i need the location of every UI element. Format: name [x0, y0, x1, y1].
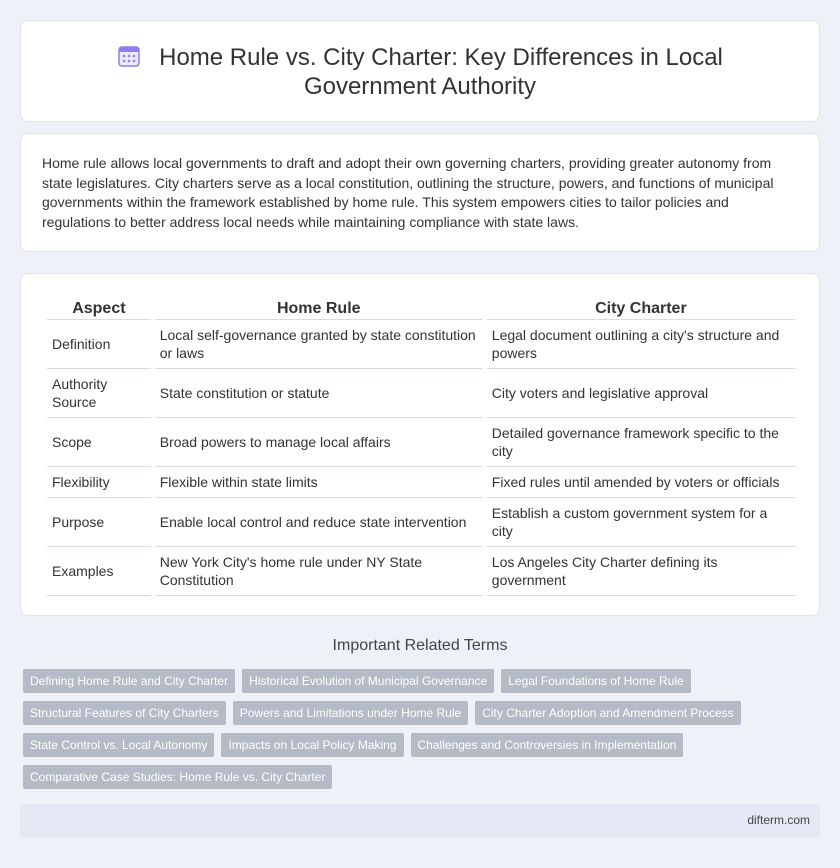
intro-paragraph: Home rule allows local governments to draft and adopt their own governing charters, providing greater autonomy from state legislatures. City charters serve as a local constitution, outlining the structure, powers, and functions of municipal governments within the framework established by home rule. This system empowers cities to tailor policies and regulations to better address local needs while maintaining compliance with state laws. — [42, 155, 774, 230]
comparison-table — [43, 296, 799, 596]
related-term-tag[interactable]: Impacts on Local Policy Making — [221, 733, 403, 757]
table-cell-home-rule: Flexible within state limits — [155, 467, 483, 498]
table-cell-home-rule: Enable local control and reduce state intervention — [155, 498, 483, 547]
related-term-tag[interactable]: Historical Evolution of Municipal Governance — [242, 669, 494, 693]
header-city-charter: City Charter — [487, 296, 795, 320]
table-cell-aspect: Scope — [47, 418, 151, 467]
page-title-wrap — [21, 43, 819, 101]
header-home-rule: Home Rule — [155, 296, 483, 320]
table-header-row — [47, 296, 795, 320]
table-cell-home-rule: New York City's home rule under NY State Constitution — [155, 547, 483, 596]
table-cell-aspect: Purpose — [47, 498, 151, 547]
table-cell-city-charter: Los Angeles City Charter defining its government — [487, 547, 795, 596]
table-cell-aspect: Definition — [47, 320, 151, 369]
table-cell-city-charter: City voters and legislative approval — [487, 369, 795, 418]
comparison-card — [20, 273, 820, 616]
related-term-tag[interactable]: Structural Features of City Charters — [23, 701, 226, 725]
related-term-tag[interactable]: Powers and Limitations under Home Rule — [233, 701, 468, 725]
related-term-tag[interactable]: City Charter Adoption and Amendment Process — [475, 701, 740, 725]
calendar-icon — [117, 44, 141, 68]
related-term-tag[interactable]: Legal Foundations of Home Rule — [501, 669, 690, 693]
tag-row — [23, 733, 803, 757]
table-cell-city-charter: Detailed governance framework specific to the city — [487, 418, 795, 467]
table-cell-home-rule: State constitution or statute — [155, 369, 483, 418]
table-row — [47, 418, 795, 467]
table-row — [47, 369, 795, 418]
table-row — [47, 320, 795, 369]
related-term-tag[interactable]: Comparative Case Studies: Home Rule vs. City Charter — [23, 765, 332, 789]
related-terms-list — [23, 669, 803, 797]
table-row — [47, 467, 795, 498]
footer-site-link[interactable]: difterm.com — [747, 813, 810, 827]
tag-row — [23, 701, 803, 725]
table-cell-city-charter: Establish a custom government system for a city — [487, 498, 795, 547]
title-card — [20, 20, 820, 122]
table-cell-aspect: Flexibility — [47, 467, 151, 498]
table-cell-aspect: Examples — [47, 547, 151, 596]
table-cell-home-rule: Local self-governance granted by state constitution or laws — [155, 320, 483, 369]
related-terms-title: Important Related Terms — [332, 637, 508, 654]
page-title: Home Rule vs. City Charter: Key Differences in Local Government Authority — [159, 44, 723, 100]
tag-row — [23, 669, 803, 693]
table-cell-home-rule: Broad powers to manage local affairs — [155, 418, 483, 467]
footer — [20, 804, 820, 838]
related-term-tag[interactable]: Challenges and Controversies in Implementation — [411, 733, 684, 757]
related-term-tag[interactable]: State Control vs. Local Autonomy — [23, 733, 214, 757]
table-row — [47, 547, 795, 596]
header-aspect: Aspect — [47, 296, 151, 320]
table-cell-aspect: Authority Source — [47, 369, 151, 418]
table-cell-city-charter: Legal document outlining a city's structure and powers — [487, 320, 795, 369]
table-row — [47, 498, 795, 547]
intro-card — [20, 133, 820, 252]
tag-row — [23, 765, 803, 789]
related-term-tag[interactable]: Defining Home Rule and City Charter — [23, 669, 235, 693]
table-cell-city-charter: Fixed rules until amended by voters or officials — [487, 467, 795, 498]
